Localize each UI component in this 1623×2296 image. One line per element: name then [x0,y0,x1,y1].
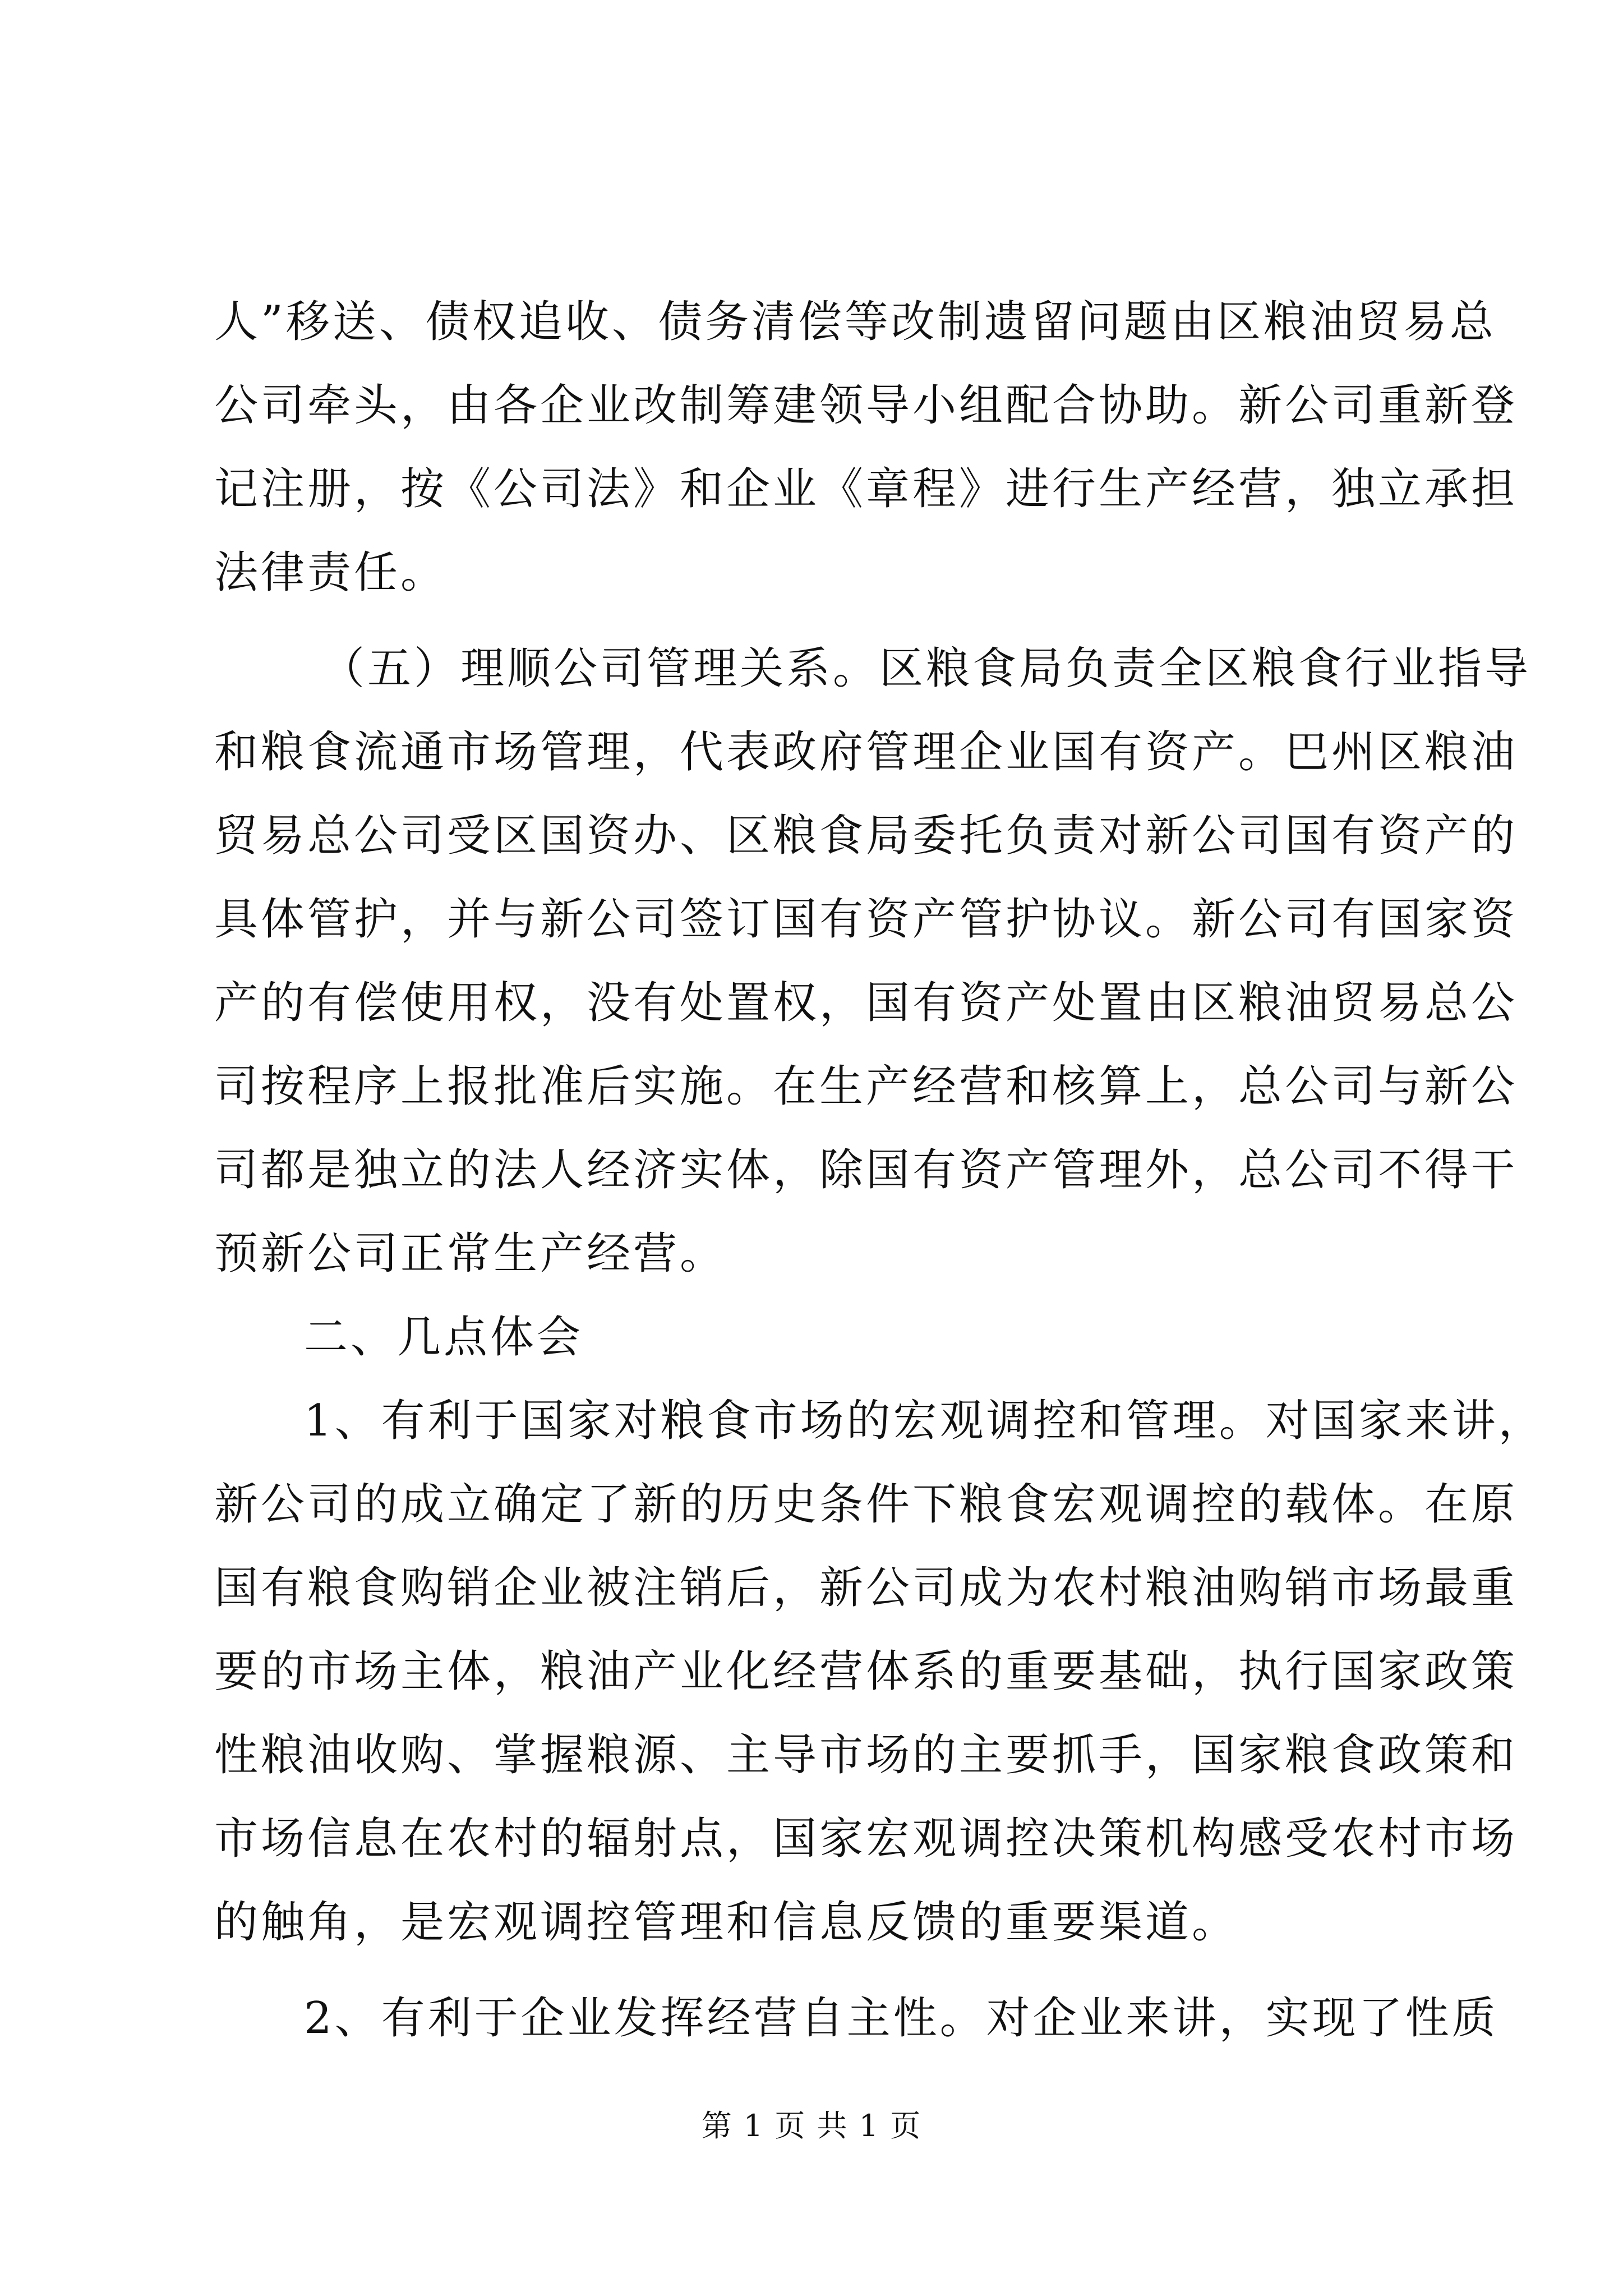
text-line: 要的市场主体，粮油产业化经营体系的重要基础，执行国家政策 [214,1646,1518,1697]
text-line: 的触角，是宏观调控管理和信息反馈的重要渠道。 [214,1897,1239,1948]
text-line: 性粮油收购、掌握粮源、主导市场的主要抓手，国家粮食政策和 [214,1730,1518,1780]
text-line: 公司牵头，由各企业改制筹建领导小组配合协助。新公司重新登 [214,380,1518,431]
document-body [214,280,1545,2060]
text-line: 新公司的成立确定了新的历史条件下粮食宏观调控的载体。在原 [214,1479,1518,1530]
text-line: 记注册，按《公司法》和企业《章程》进行生产经营，独立承担 [214,464,1518,514]
text-line: 产的有偿使用权，没有处置权，国有资产处置由区粮油贸易总公 [214,978,1518,1028]
page-footer: 第 1 页 共 1 页 [701,2108,922,2143]
text-line: 贸易总公司受区国资办、区粮食局委托负责对新公司国有资产的 [214,811,1518,861]
text-line: 市场信息在农村的辐射点，国家宏观调控决策机构感受农村市场 [214,1814,1518,1864]
paragraph-gap [214,1964,1414,1977]
text-line: 预新公司正常生产经营。 [214,1228,727,1279]
text-line: 具体管护，并与新公司签订国有资产管护协议。新公司有国家资 [214,894,1518,945]
text-line: 人”移送、债权追收、债务清偿等改制遗留问题由区粮油贸易总 [214,297,1496,347]
section-heading-line: （五）理顺公司管理关系。区粮食局负责全区粮食行业指导 [321,643,1532,694]
text-line: 国有粮食购销企业被注销后，新公司成为农村粮油购销市场最重 [214,1563,1518,1613]
section-heading: 二、几点体会 [304,1312,584,1363]
paragraph-gap [214,615,1414,627]
point-heading-line: 1、有利于国家对粮食市场的宏观调控和管理。对国家来讲， [304,1396,1545,1446]
text-line: 法律责任。 [214,547,448,598]
text-line: 司按程序上报批准后实施。在生产经营和核算上，总公司与新公 [214,1061,1518,1112]
point-heading-line: 2、有利于企业发挥经营自主性。对企业来讲，实现了性质 [304,1993,1498,2044]
text-line: 和粮食流通市场管理，代表政府管理企业国有资产。巴州区粮油 [214,727,1518,777]
text-line: 司都是独立的法人经济实体，除国有资产管理外，总公司不得干 [214,1145,1518,1195]
